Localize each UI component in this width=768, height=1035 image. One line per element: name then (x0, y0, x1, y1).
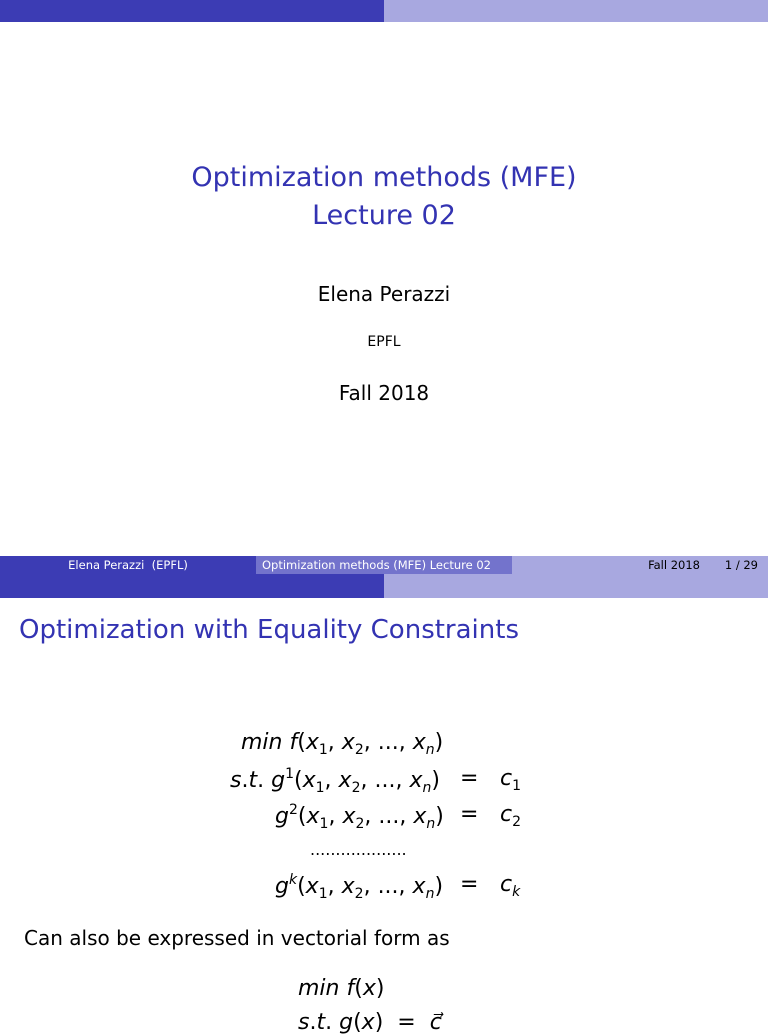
math-row-1: $\min f(x_1$, $x_2$, ..., $x_n$) (241, 730, 444, 758)
math-row-4-rhs: $c_k$ (500, 872, 521, 900)
slide-title-line2: Lecture 02 (312, 200, 456, 231)
top-bar-dark-2 (0, 574, 384, 598)
date: Fall 2018 (338, 381, 430, 405)
math-dots: ................... (310, 840, 407, 859)
author-name: Elena Perazzi (317, 282, 451, 306)
footer-title: Optimization methods (MFE) Lecture 02 (262, 558, 491, 572)
vector-st: s.t. g(x) = c⃗ (298, 1010, 442, 1035)
footer-date: Fall 2018 (648, 558, 700, 572)
math-eq-3: = (460, 802, 479, 827)
top-bar-dark (0, 0, 384, 22)
math-eq-2: = (460, 766, 479, 791)
math-row-3-rhs: $c_2$ (500, 802, 522, 830)
math-row-2-rhs: $c_1$ (500, 766, 522, 794)
math-row-2-lhs: s.t. $g^1(x_1$, $x_2$, ..., $x_n$) (230, 766, 440, 796)
math-eq-4: = (460, 872, 479, 897)
institute: EPFL (367, 334, 401, 350)
slide-title-line1: Optimization methods (MFE) (191, 162, 577, 193)
vector-min: min f(x) (298, 976, 385, 1001)
slide-heading: Optimization with Equality Constraints (19, 615, 519, 645)
math-row-4-lhs: $g^k(x_1$, $x_2$, ..., $x_n$) (275, 872, 444, 902)
footer-page: 1 / 29 (724, 558, 758, 572)
math-row-3-lhs: $g^2(x_1$, $x_2$, ..., $x_n$) (275, 802, 444, 832)
top-bar-light-2 (384, 574, 768, 598)
body-text: Can also be expressed in vectorial form as (24, 926, 450, 950)
top-bar-light (384, 0, 768, 22)
footer-author: Elena Perazzi (EPFL) (68, 558, 188, 572)
